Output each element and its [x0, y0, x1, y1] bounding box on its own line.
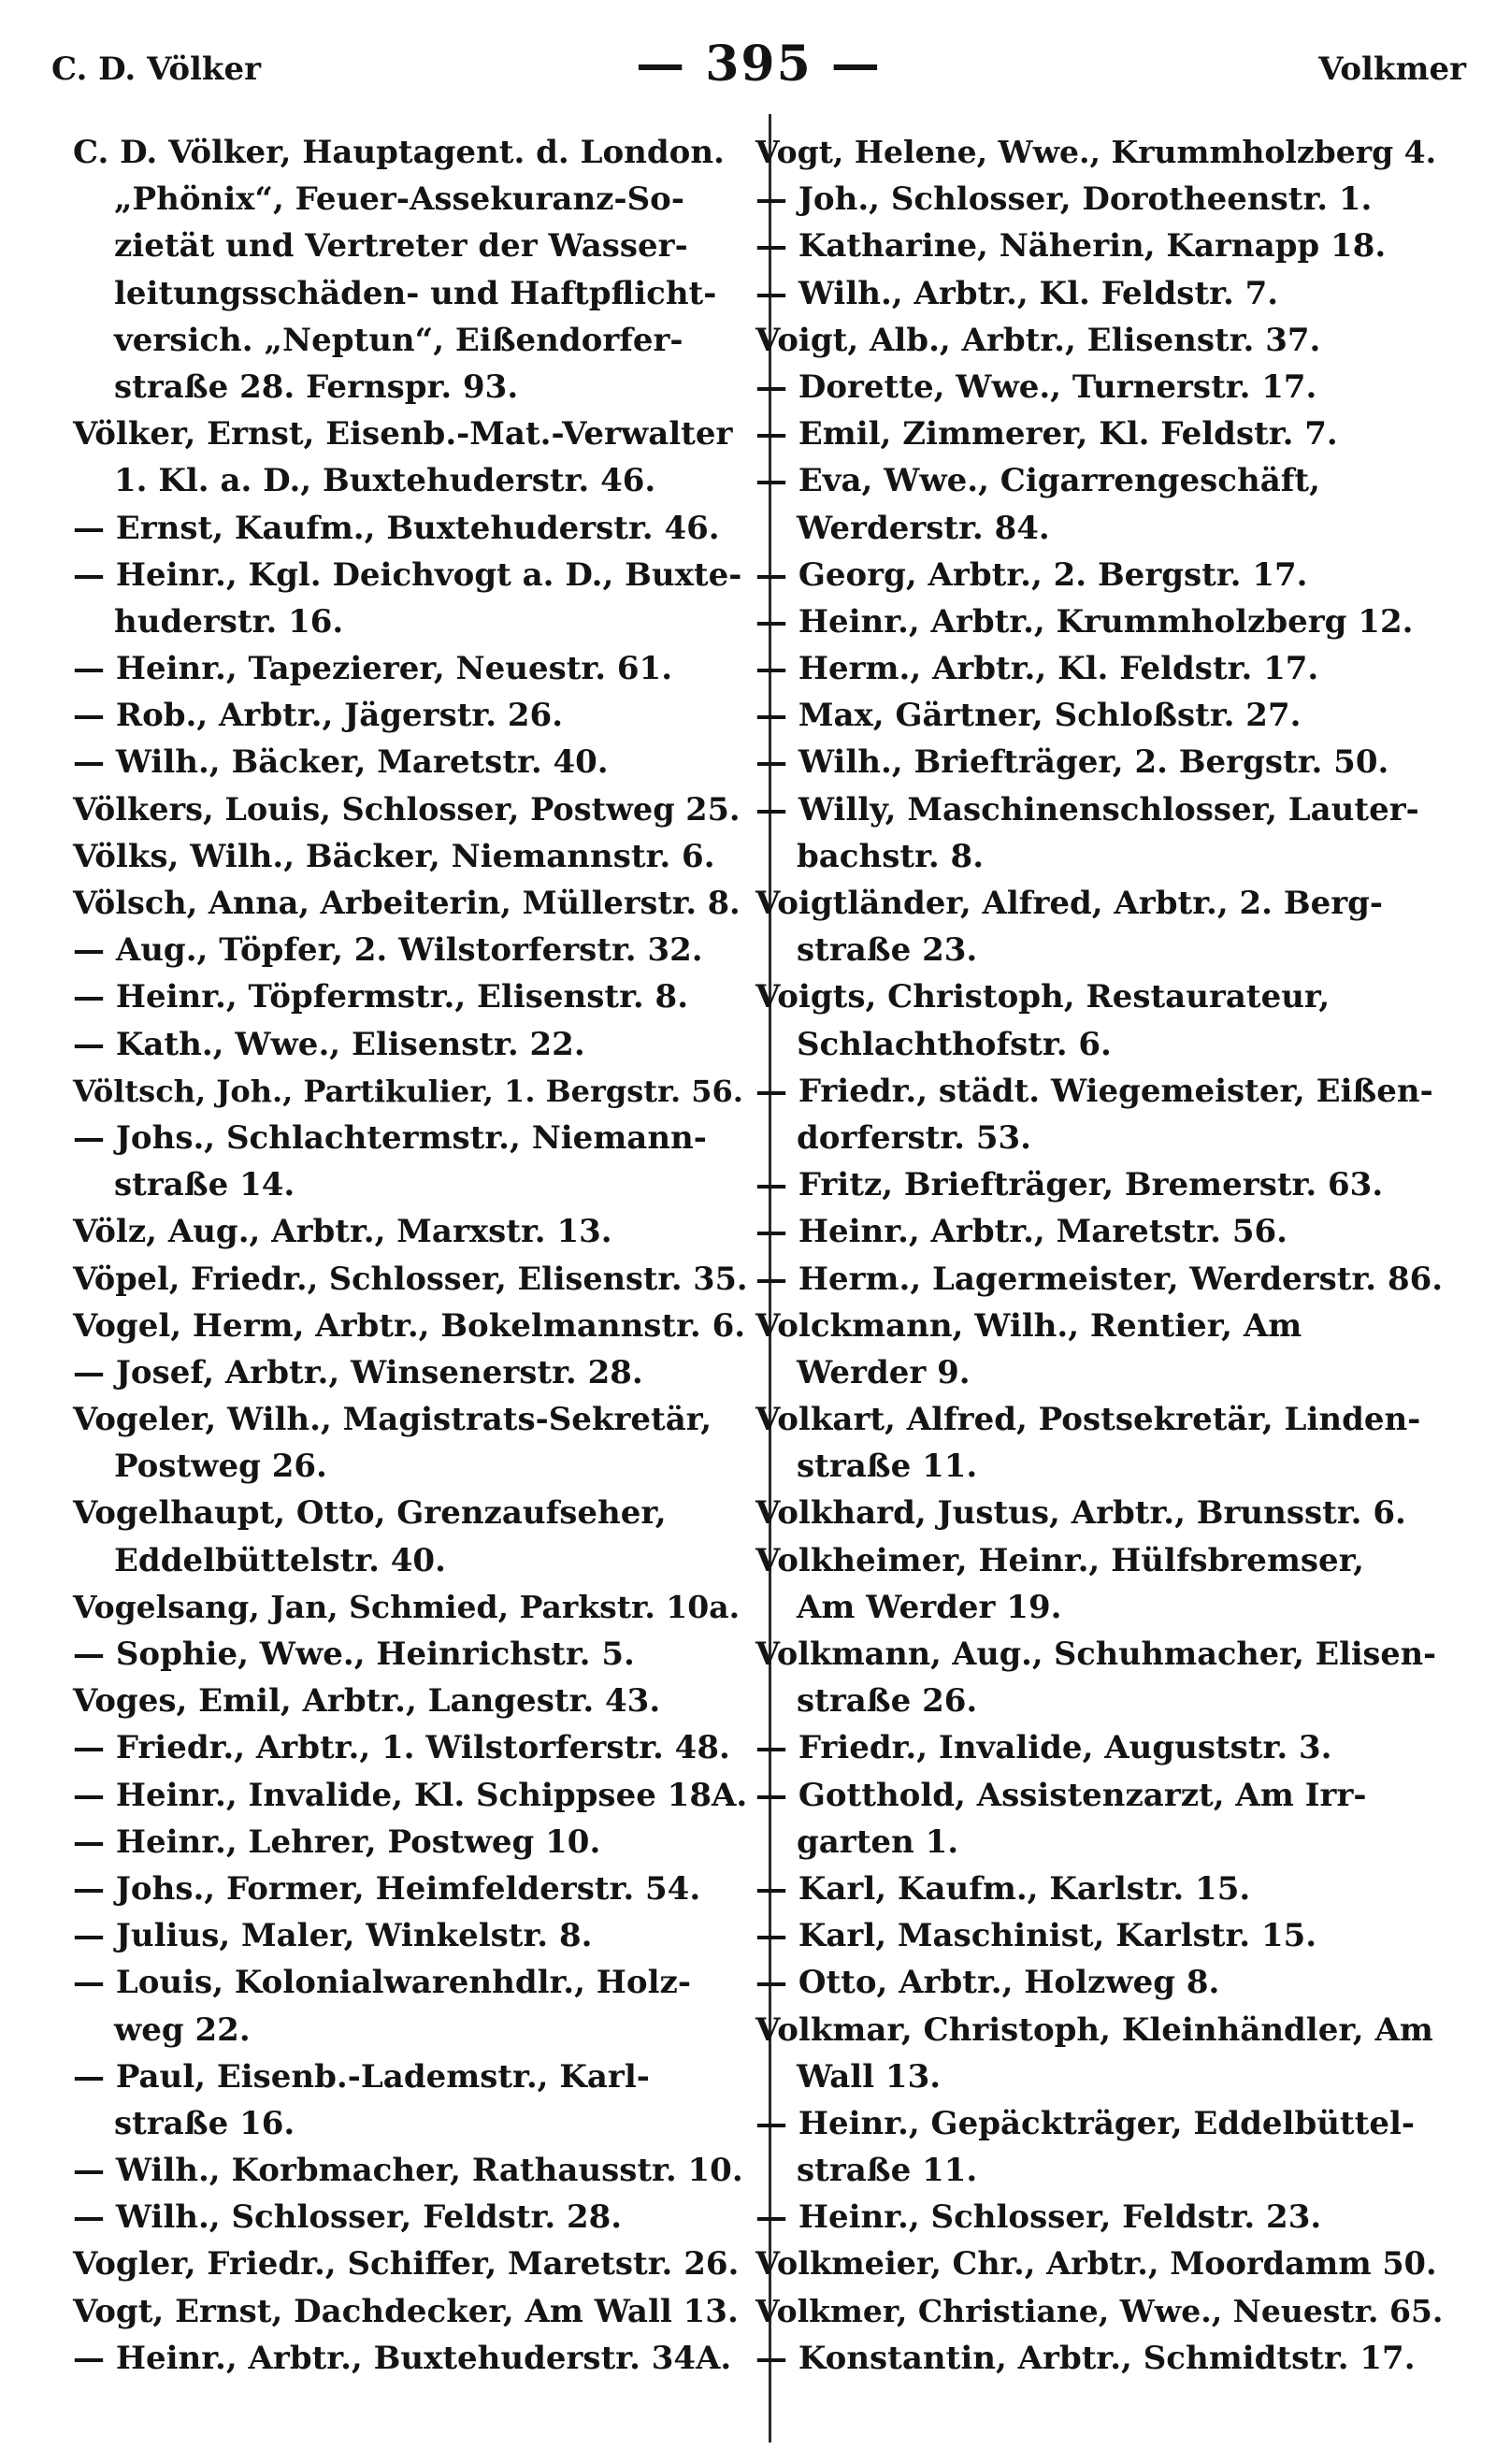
directory-entry-line: Völtsch, Joh., Partikulier, 1. Bergstr. 56. [73, 1073, 743, 1109]
entry-continuation-line: „Phönix“, Feuer-Assekuranz-So- [114, 180, 684, 219]
directory-entry-line: Vöpel, Friedr., Schlosser, Elisenstr. 35. [73, 1260, 748, 1297]
directory-entry-line: — Gotthold, Assistenzarzt, Am Irr- [755, 1776, 1367, 1814]
entry-continuation-line: straße 14. [114, 1166, 295, 1204]
directory-entry-line: — Ernst, Kaufm., Buxtehuderstr. 46. [73, 509, 720, 547]
header-left-keyword: C. D. Völker [51, 50, 262, 88]
entry-continuation-line: Werderstr. 84. [797, 509, 1050, 547]
directory-entry-line: Volkart, Alfred, Postsekretär, Linden- [755, 1401, 1421, 1439]
directory-entry-line: — Karl, Maschinist, Karlstr. 15. [755, 1917, 1317, 1955]
directory-entry-line: — Johs., Schlachtermstr., Niemann- [73, 1118, 707, 1157]
directory-entry-line: — Heinr., Lehrer, Postweg 10. [73, 1823, 601, 1861]
directory-entry-line: — Julius, Maler, Winkelstr. 8. [73, 1917, 593, 1955]
directory-entry-line: — Joh., Schlosser, Dorotheenstr. 1. [755, 180, 1373, 219]
header-right-keyword: Volkmer [1318, 50, 1466, 88]
directory-entry-line: — Heinr., Kgl. Deichvogt a. D., Buxte- [73, 555, 742, 594]
directory-entry-line: Vogler, Friedr., Schiffer, Maretstr. 26. [73, 2245, 740, 2284]
entry-continuation-line: weg 22. [114, 2010, 251, 2049]
directory-entry-line: Völks, Wilh., Bäcker, Niemannstr. 6. [73, 837, 715, 875]
directory-entry-line: Voigts, Christoph, Restaurateur, [755, 978, 1331, 1016]
entry-continuation-line: straße 28. Fernspr. 93. [114, 367, 519, 406]
entry-continuation-line: dorferstr. 53. [797, 1118, 1031, 1157]
directory-entry-line: — Max, Gärtner, Schloßstr. 27. [755, 697, 1302, 735]
directory-entry-line: — Katharine, Näherin, Karnapp 18. [755, 227, 1387, 266]
directory-entry-line: Vogeler, Wilh., Magistrats-Sekretär, [73, 1401, 712, 1439]
directory-entry-line: Vogt, Helene, Wwe., Krummholzberg 4. [755, 134, 1437, 170]
entry-continuation-line: versich. „Neptun“, Eißendorfer- [114, 321, 683, 359]
directory-entry-line: Vogelsang, Jan, Schmied, Parkstr. 10a. [73, 1588, 741, 1625]
directory-entry-line: Völkers, Louis, Schlosser, Postweg 25. [73, 790, 741, 828]
directory-entry-line: — Konstantin, Arbtr., Schmidtstr. 17. [755, 2339, 1416, 2377]
entry-continuation-line: straße 26. [797, 1682, 978, 1721]
right-column [755, 129, 1444, 2382]
entry-continuation-line: straße 23. [797, 931, 978, 970]
entry-continuation-line: 1. Kl. a. D., Buxtehuderstr. 46. [114, 462, 656, 500]
directory-entry-line: — Friedr., Invalide, Auguststr. 3. [755, 1729, 1332, 1767]
directory-entry-line: — Herm., Lagermeister, Werderstr. 86. [755, 1260, 1444, 1298]
directory-entry-line: — Georg, Arbtr., 2. Bergstr. 17. [755, 555, 1308, 594]
directory-entry-line: — Rob., Arbtr., Jägerstr. 26. [73, 697, 564, 735]
directory-entry-line: — Eva, Wwe., Cigarrengeschäft, [755, 462, 1320, 500]
directory-entry-line: — Dorette, Wwe., Turnerstr. 17. [755, 367, 1317, 406]
directory-entry-line: — Fritz, Briefträger, Bremerstr. 63. [755, 1166, 1384, 1204]
directory-entry-line: — Sophie, Wwe., Heinrichstr. 5. [73, 1635, 635, 1673]
directory-entry-line: Vogelhaupt, Otto, Grenzaufseher, [73, 1494, 667, 1533]
directory-entry-line: — Paul, Eisenb.-Lademstr., Karl- [73, 2057, 650, 2096]
directory-entry-line: — Heinr., Arbtr., Maretstr. 56. [755, 1213, 1287, 1251]
directory-entry-line: — Heinr., Invalide, Kl. Schippsee 18A. [73, 1776, 748, 1814]
entry-continuation-line: Eddelbüttelstr. 40. [114, 1541, 446, 1579]
directory-entry-line: Volkhard, Justus, Arbtr., Brunsstr. 6. [755, 1494, 1406, 1533]
entry-continuation-line: bachstr. 8. [797, 837, 985, 875]
directory-entry-line: Vogt, Ernst, Dachdecker, Am Wall 13. [73, 2292, 739, 2330]
entry-continuation-line: garten 1. [797, 1823, 959, 1861]
directory-entry-line: — Wilh., Arbtr., Kl. Feldstr. 7. [755, 274, 1279, 312]
directory-entry-line: — Louis, Kolonialwarenhdlr., Holz- [73, 1964, 691, 2002]
directory-entry-line: — Willy, Maschinenschlosser, Lauter- [755, 790, 1419, 829]
left-column [73, 129, 748, 2382]
directory-entry-line: Völker, Ernst, Eisenb.-Mat.-Verwalter [73, 415, 733, 454]
directory-entry-line: Voigt, Alb., Arbtr., Elisenstr. 37. [755, 321, 1321, 359]
entry-continuation-line: Am Werder 19. [797, 1588, 1062, 1626]
entry-continuation-line: huderstr. 16. [114, 602, 344, 641]
directory-entry-line: — Josef, Arbtr., Winsenerstr. 28. [73, 1353, 643, 1391]
page-number: — 395 — [636, 36, 882, 93]
directory-entry-line: Völz, Aug., Arbtr., Marxstr. 13. [73, 1213, 612, 1251]
entry-continuation-line: Werder 9. [797, 1353, 971, 1391]
page-header [51, 36, 1466, 103]
directory-entry-line: Volkmer, Christiane, Wwe., Neuestr. 65. [755, 2292, 1444, 2329]
directory-entry-line: Volkheimer, Heinr., Hülfsbremser, [755, 1541, 1364, 1579]
directory-entry-line: Volkmar, Christoph, Kleinhändler, Am [755, 2010, 1433, 2049]
entry-continuation-line: leitungsschäden- und Haftpflicht- [114, 274, 717, 312]
directory-entry-line: Volkmann, Aug., Schuhmacher, Elisen- [755, 1635, 1436, 1672]
directory-entry-line: Volckmann, Wilh., Rentier, Am [755, 1306, 1302, 1345]
directory-entry-line: — Wilh., Korbmacher, Rathausstr. 10. [73, 2152, 743, 2190]
directory-entry-line: — Friedr., Arbtr., 1. Wilstorferstr. 48. [73, 1729, 730, 1767]
directory-entry-line: — Herm., Arbtr., Kl. Feldstr. 17. [755, 650, 1319, 688]
directory-entry-line: — Heinr., Töpfermstr., Elisenstr. 8. [73, 978, 689, 1016]
directory-entry-line: — Johs., Former, Heimfelderstr. 54. [73, 1869, 701, 1908]
entry-continuation-line: Postweg 26. [114, 1448, 327, 1486]
directory-entry-line: — Heinr., Arbtr., Buxtehuderstr. 34A. [73, 2339, 732, 2377]
directory-entry-line: Voges, Emil, Arbtr., Langestr. 43. [73, 1682, 661, 1721]
entry-continuation-line: Wall 13. [797, 2057, 942, 2096]
directory-entry-line: Volkmeier, Chr., Arbtr., Moordamm 50. [755, 2245, 1437, 2283]
entry-continuation-line: straße 16. [114, 2104, 295, 2142]
entry-continuation-line: Schlachthofstr. 6. [797, 1025, 1112, 1063]
directory-entry-line: — Aug., Töpfer, 2. Wilstorferstr. 32. [73, 931, 703, 970]
directory-entry-line: — Kath., Wwe., Elisenstr. 22. [73, 1025, 585, 1063]
directory-entry-line: — Heinr., Arbtr., Krummholzberg 12. [755, 602, 1414, 641]
directory-entry-line: — Karl, Kaufm., Karlstr. 15. [755, 1869, 1251, 1908]
directory-entry-line: Voigtländer, Alfred, Arbtr., 2. Berg- [755, 885, 1384, 922]
directory-entry-line: Vogel, Herm, Arbtr., Bokelmannstr. 6. [73, 1306, 746, 1345]
directory-entry-line: — Wilh., Bäcker, Maretstr. 40. [73, 743, 609, 782]
directory-entry-line: — Heinr., Schlosser, Feldstr. 23. [755, 2198, 1322, 2237]
entry-continuation-line: straße 11. [797, 1448, 978, 1486]
entry-continuation-line: zietät und Vertreter der Wasser- [114, 227, 688, 266]
directory-entry-line: — Friedr., städt. Wiegemeister, Eißen- [755, 1072, 1433, 1110]
directory-entry-line: — Wilh., Schlosser, Feldstr. 28. [73, 2198, 623, 2237]
directory-entry-line: — Wilh., Briefträger, 2. Bergstr. 50. [755, 743, 1389, 782]
directory-entry-line: — Emil, Zimmerer, Kl. Feldstr. 7. [755, 415, 1338, 454]
directory-entry-line: Völsch, Anna, Arbeiterin, Müllerstr. 8. [73, 885, 741, 921]
directory-entry-line: C. D. Völker, Hauptagent. d. London. [73, 134, 725, 171]
directory-entry-line: — Heinr., Gepäckträger, Eddelbüttel- [755, 2104, 1416, 2142]
directory-entry-line: — Heinr., Tapezierer, Neuestr. 61. [73, 650, 673, 688]
entry-continuation-line: straße 11. [797, 2152, 978, 2190]
directory-entry-line: — Otto, Arbtr., Holzweg 8. [755, 1964, 1220, 2002]
